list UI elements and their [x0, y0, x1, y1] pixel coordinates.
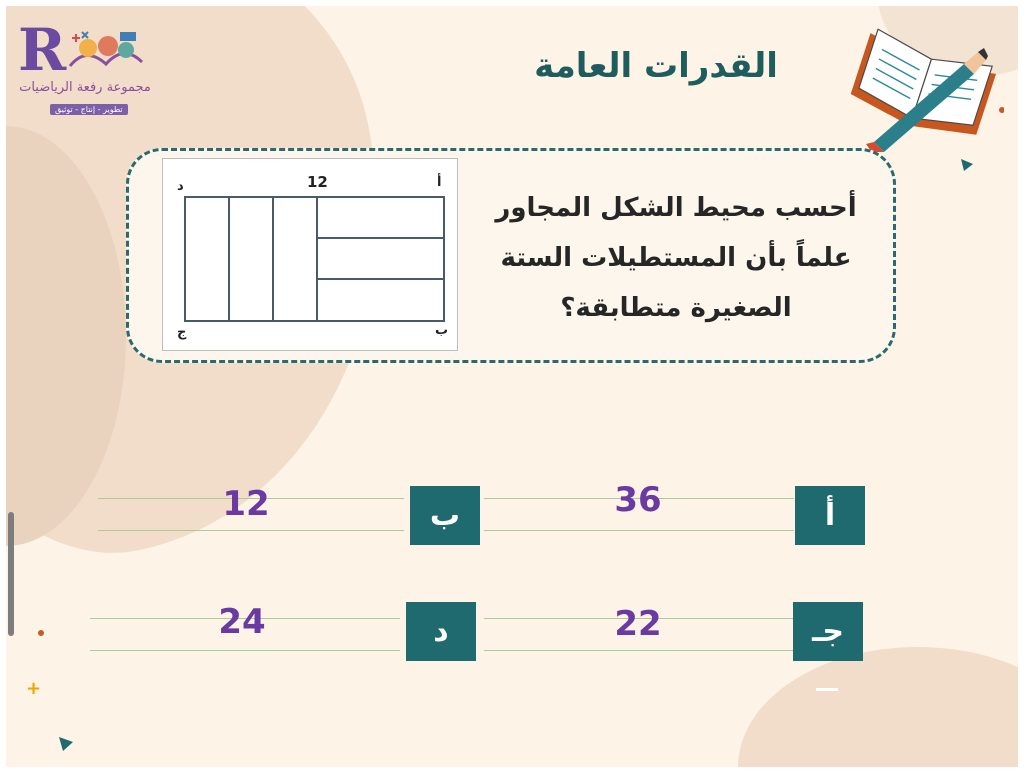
rectangle-figure [162, 158, 458, 351]
question-text [476, 183, 876, 333]
logo-name: مجموعة رفعة الرياضيات [19, 80, 151, 95]
answer-c-option[interactable]: جـ [793, 602, 863, 661]
answer-line [90, 650, 400, 651]
plus-decor-icon: + [26, 678, 42, 699]
slide [6, 6, 1018, 767]
logo-tagline: تطوير - إنتاج - توثيق [50, 104, 128, 115]
logo [18, 16, 151, 122]
answer-line [98, 530, 404, 531]
scrollbar-handle[interactable] [8, 512, 14, 636]
top-length-label: 12 [307, 173, 328, 191]
answer-b-option[interactable]: ب [410, 486, 480, 545]
decor-blob-bottom-right [738, 647, 1018, 767]
logo-emblem-icon [66, 26, 146, 82]
triangle-decor-icon [960, 158, 974, 172]
answer-b-value: 12 [222, 484, 270, 524]
corner-label-a: أ [437, 175, 442, 190]
answer-line [484, 650, 794, 651]
corner-label-c: ج [177, 325, 187, 340]
triangle-decor-icon [58, 736, 74, 752]
dash-decor [816, 688, 838, 691]
corner-label-b: ب [435, 323, 449, 338]
answer-a-option[interactable]: أ [795, 486, 865, 545]
answer-c-value: 22 [614, 604, 662, 644]
open-book-icon [844, 12, 1004, 152]
answer-d-option[interactable]: د [406, 602, 476, 661]
answer-line [484, 530, 794, 531]
question-line-3: الصغيرة متطابقة؟ [560, 293, 792, 323]
answer-d-value: 24 [218, 602, 266, 642]
answer-a-value: 36 [614, 480, 662, 520]
logo-letter: R [18, 16, 67, 84]
question-line-1: أحسب محيط الشكل المجاور [495, 193, 857, 223]
dot-decor [38, 630, 44, 636]
question-line-2: علماً بأن المستطيلات الستة [500, 243, 852, 273]
corner-label-d: د [177, 179, 184, 194]
page-title: القدرات العامة [534, 46, 778, 86]
